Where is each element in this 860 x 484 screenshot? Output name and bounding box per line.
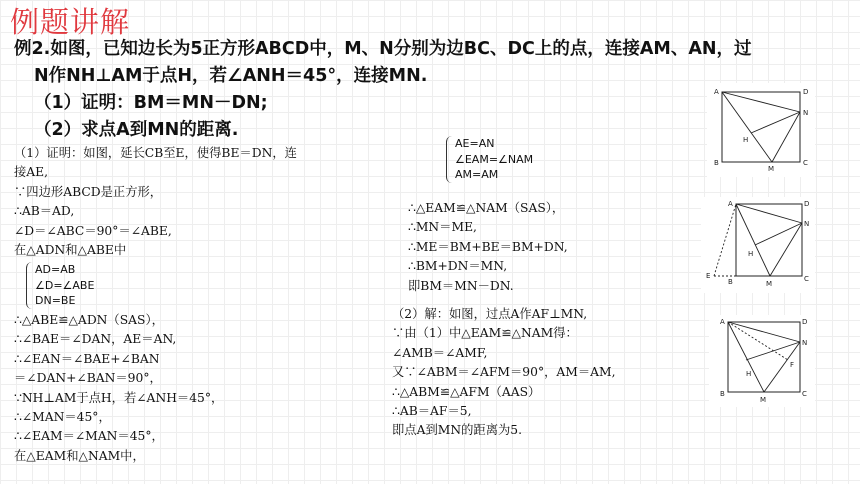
solution-left-column: [14, 144, 297, 466]
proof-line: ∴△ABE≌△ADN（SAS），: [14, 312, 164, 327]
proof-line: ∵由（1）中△EAM≌△NAM得：: [392, 326, 578, 341]
slide-title: 例题讲解: [10, 5, 131, 39]
proof-line: ＝∠DAN+∠BAN＝90°，: [14, 371, 162, 386]
proof-line: ∴ME＝BM+BE＝BM+DN,: [408, 239, 568, 254]
label-A: A: [714, 88, 719, 96]
proof-line: ∴∠EAN＝∠BAE+∠BAN: [14, 351, 160, 366]
system-line: AD=AB: [35, 263, 76, 277]
label-C: C: [804, 275, 809, 283]
label-M: M: [768, 165, 775, 173]
label-D: D: [803, 88, 809, 96]
proof-line: ∴∠EAM＝∠MAN＝45°，: [14, 429, 164, 444]
proof-line: ∴AB＝AF＝5,: [392, 404, 472, 419]
geometry-figure-2: [700, 196, 816, 298]
equation-system-1: [26, 262, 297, 309]
label-B: B: [728, 278, 733, 286]
proof-line: 即BM＝MN－DN.: [408, 278, 514, 293]
proof-line: ∴∠BAE＝∠DAN，AE＝AN,: [14, 332, 177, 347]
proof-line: ∵NH⊥AM于点H，若∠ANH＝45°，: [14, 390, 224, 405]
geometry-figure-1: [706, 82, 816, 182]
problem-line-1: 例2.如图，已知边长为5正方形ABCD中，M、N分别为边BC、DC上的点，连接AM、AN，过: [14, 39, 752, 59]
label-A: A: [728, 200, 733, 208]
label-F: F: [790, 361, 795, 369]
problem-part-1: （1）证明：BM＝MN－DN;: [34, 93, 268, 113]
proof-line: 又∵∠ABM＝∠AFM＝90°，AM＝AM,: [392, 365, 616, 380]
solution-part-2: [392, 305, 616, 441]
system-line: AM=AM: [455, 168, 499, 181]
proof-line: ∴BM+DN＝MN,: [408, 259, 508, 274]
system-line: AE=AN: [455, 137, 495, 150]
label-N: N: [804, 220, 810, 228]
problem-line-2: N作NH⊥AM于点H，若∠ANH＝45°，连接MN.: [34, 66, 428, 86]
proof-line: ∴AB＝AD,: [14, 204, 75, 219]
proof-line: 在△ADN和△ABE中: [14, 243, 127, 258]
label-H: H: [748, 250, 754, 258]
label-N: N: [803, 109, 809, 117]
system-line: ∠EAM=∠NAM: [455, 152, 534, 166]
proof-line: ∴∠MAN＝45°，: [14, 409, 111, 424]
proof-line: 即点A到MN的距离为5.: [392, 423, 523, 438]
proof-line: （1）证明：如图，延长CB至E，使得BE＝DN，连: [14, 146, 297, 160]
system-line: DN=BE: [35, 294, 76, 308]
geometry-figure-3: [708, 314, 816, 412]
proof-line: ∵四边形ABCD是正方形，: [14, 184, 163, 199]
system-line: ∠D=∠ABE: [35, 278, 95, 292]
label-A: A: [720, 318, 725, 326]
proof-line: ∠AMB＝∠AMF,: [392, 345, 488, 360]
label-B: B: [714, 159, 719, 167]
label-B: B: [720, 390, 725, 398]
label-E: E: [706, 272, 711, 280]
label-C: C: [802, 390, 807, 398]
proof-line: ∴△ABM≌△AFM（AAS）: [392, 384, 541, 399]
label-D: D: [804, 200, 810, 208]
proof-line: （2）解：如图，过点A作AF⊥MN,: [392, 307, 588, 321]
label-H: H: [743, 136, 749, 144]
proof-line: 接AE,: [14, 165, 49, 180]
proof-line: ∴△EAM≌△NAM（SAS），: [408, 201, 565, 215]
label-M: M: [760, 396, 767, 404]
solution-mid-upper: [438, 134, 533, 185]
proof-line: ∠D＝∠ABC＝90°＝∠ABE,: [14, 223, 172, 238]
proof-line: ∴MN＝ME,: [408, 220, 477, 235]
label-D: D: [802, 318, 808, 326]
label-C: C: [803, 159, 808, 167]
proof-line: 在△EAM和△NAM中，: [14, 448, 145, 463]
brace: [446, 136, 452, 183]
solution-mid-conclusion: [408, 199, 568, 296]
brace: [26, 262, 32, 309]
label-M: M: [766, 280, 773, 288]
label-N: N: [802, 339, 808, 347]
label-H: H: [746, 370, 752, 378]
equation-system-2: [446, 136, 533, 183]
problem-part-2: （2）求点A到MN的距离.: [34, 120, 239, 140]
